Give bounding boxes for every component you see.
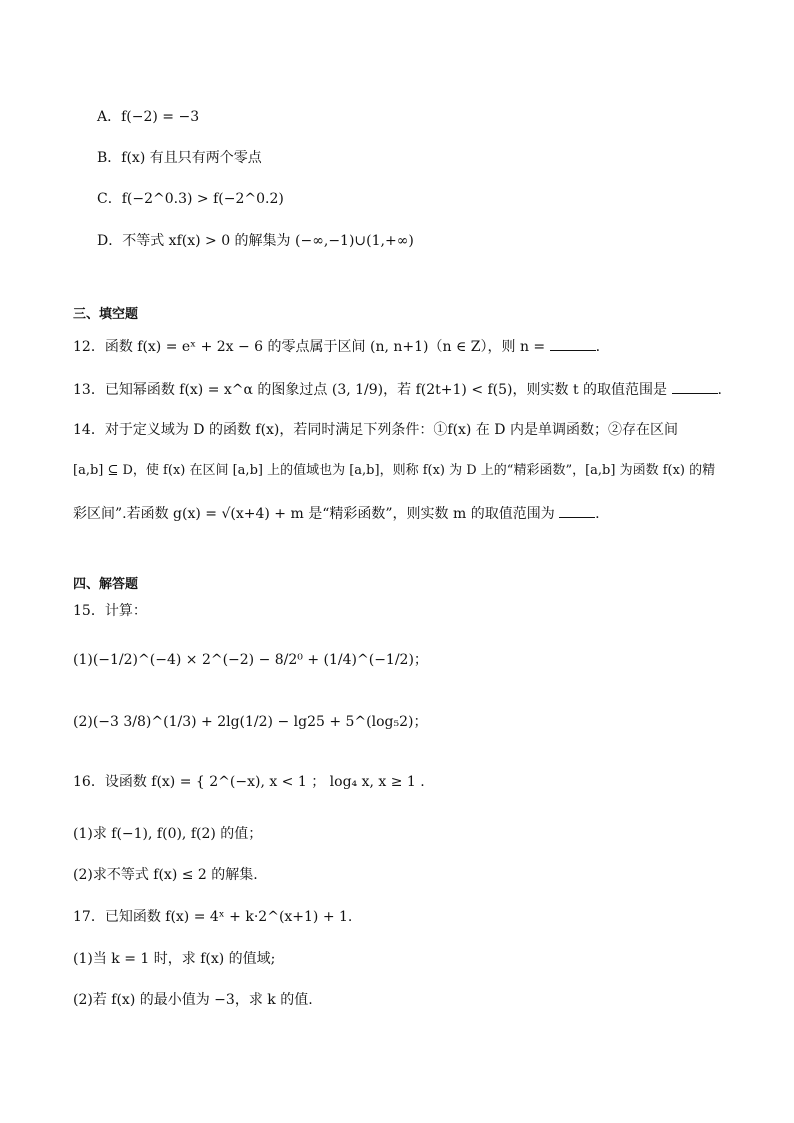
question-12-text: 12．函数 f(x) = eˣ + 2x − 6 的零点属于区间 (n, n+1)（n ∈ Z），则 n = (73, 339, 546, 355)
question-14-line-1: 14．对于定义域为 D 的函数 f(x)，若同时满足下列条件：①f(x) 在 D 内是单调函数；②存在区间 (73, 422, 678, 438)
answer-blank-13 (672, 379, 718, 394)
question-16-part-1: (1)求 f(−1), f(0), f(2) 的值； (73, 826, 263, 842)
answer-blank-12 (550, 336, 596, 351)
question-17-part-1: (1)当 k = 1 时，求 f(x) 的值域; (73, 951, 276, 967)
answer-blank-14 (559, 503, 595, 518)
question-16-part-2: (2)求不等式 f(x) ≤ 2 的解集. (73, 867, 258, 883)
section-title-fill-in: 三、填空题 (73, 307, 139, 322)
option-c: C．f(−2^0.3) > f(−2^0.2) (97, 191, 284, 207)
question-17: 17．已知函数 f(x) = 4ˣ + k·2^(x+1) + 1. (73, 909, 353, 925)
question-13 (73, 379, 722, 400)
question-17-part-2: (2)若 f(x) 的最小值为 −3，求 k 的值. (73, 992, 313, 1008)
question-16: 16．设函数 f(x) = { 2^(−x), x < 1 ； log₄ x, x ≥ 1 . (73, 774, 425, 790)
option-d: D．不等式 xf(x) > 0 的解集为 (−∞,−1)∪(1,+∞) (97, 233, 414, 249)
question-12 (73, 336, 600, 357)
question-13-end: . (717, 382, 722, 398)
question-15: 15．计算： (73, 603, 147, 619)
option-a: A．f(−2) = −3 (97, 109, 200, 125)
question-15-part-1: (1)(−1/2)^(−4) × 2^(−2) − 8/2⁰ + (1/4)^(−1/2)； (73, 652, 428, 668)
question-15-part-2: (2)(−3 3/8)^(1/3) + 2lg(1/2) − lg25 + 5^(log₅2)； (73, 714, 428, 730)
question-14-line-2: [a,b] ⊆ D，使 f(x) 在区间 [a,b] 上的值域也为 [a,b]，则称 f(x) 为 D 上的“精彩函数”，[a,b] 为函数 f(x) 的精 (73, 463, 716, 478)
question-14-line-3 (73, 503, 600, 524)
section-title-answers: 四、解答题 (73, 577, 139, 592)
question-13-text: 13．已知幂函数 f(x) = x^α 的图象过点 (3, 1/9)，若 f(2t+1) < f(5)，则实数 t 的取值范围是 (73, 382, 668, 398)
option-b: B．f(x) 有且只有两个零点 (97, 150, 262, 166)
question-14-text: 彩区间”.若函数 g(x) = √(x+4) + m 是“精彩函数”，则实数 m 的取值范围为 (73, 506, 555, 522)
question-12-end: . (595, 339, 601, 355)
question-14-end: . (595, 506, 600, 522)
